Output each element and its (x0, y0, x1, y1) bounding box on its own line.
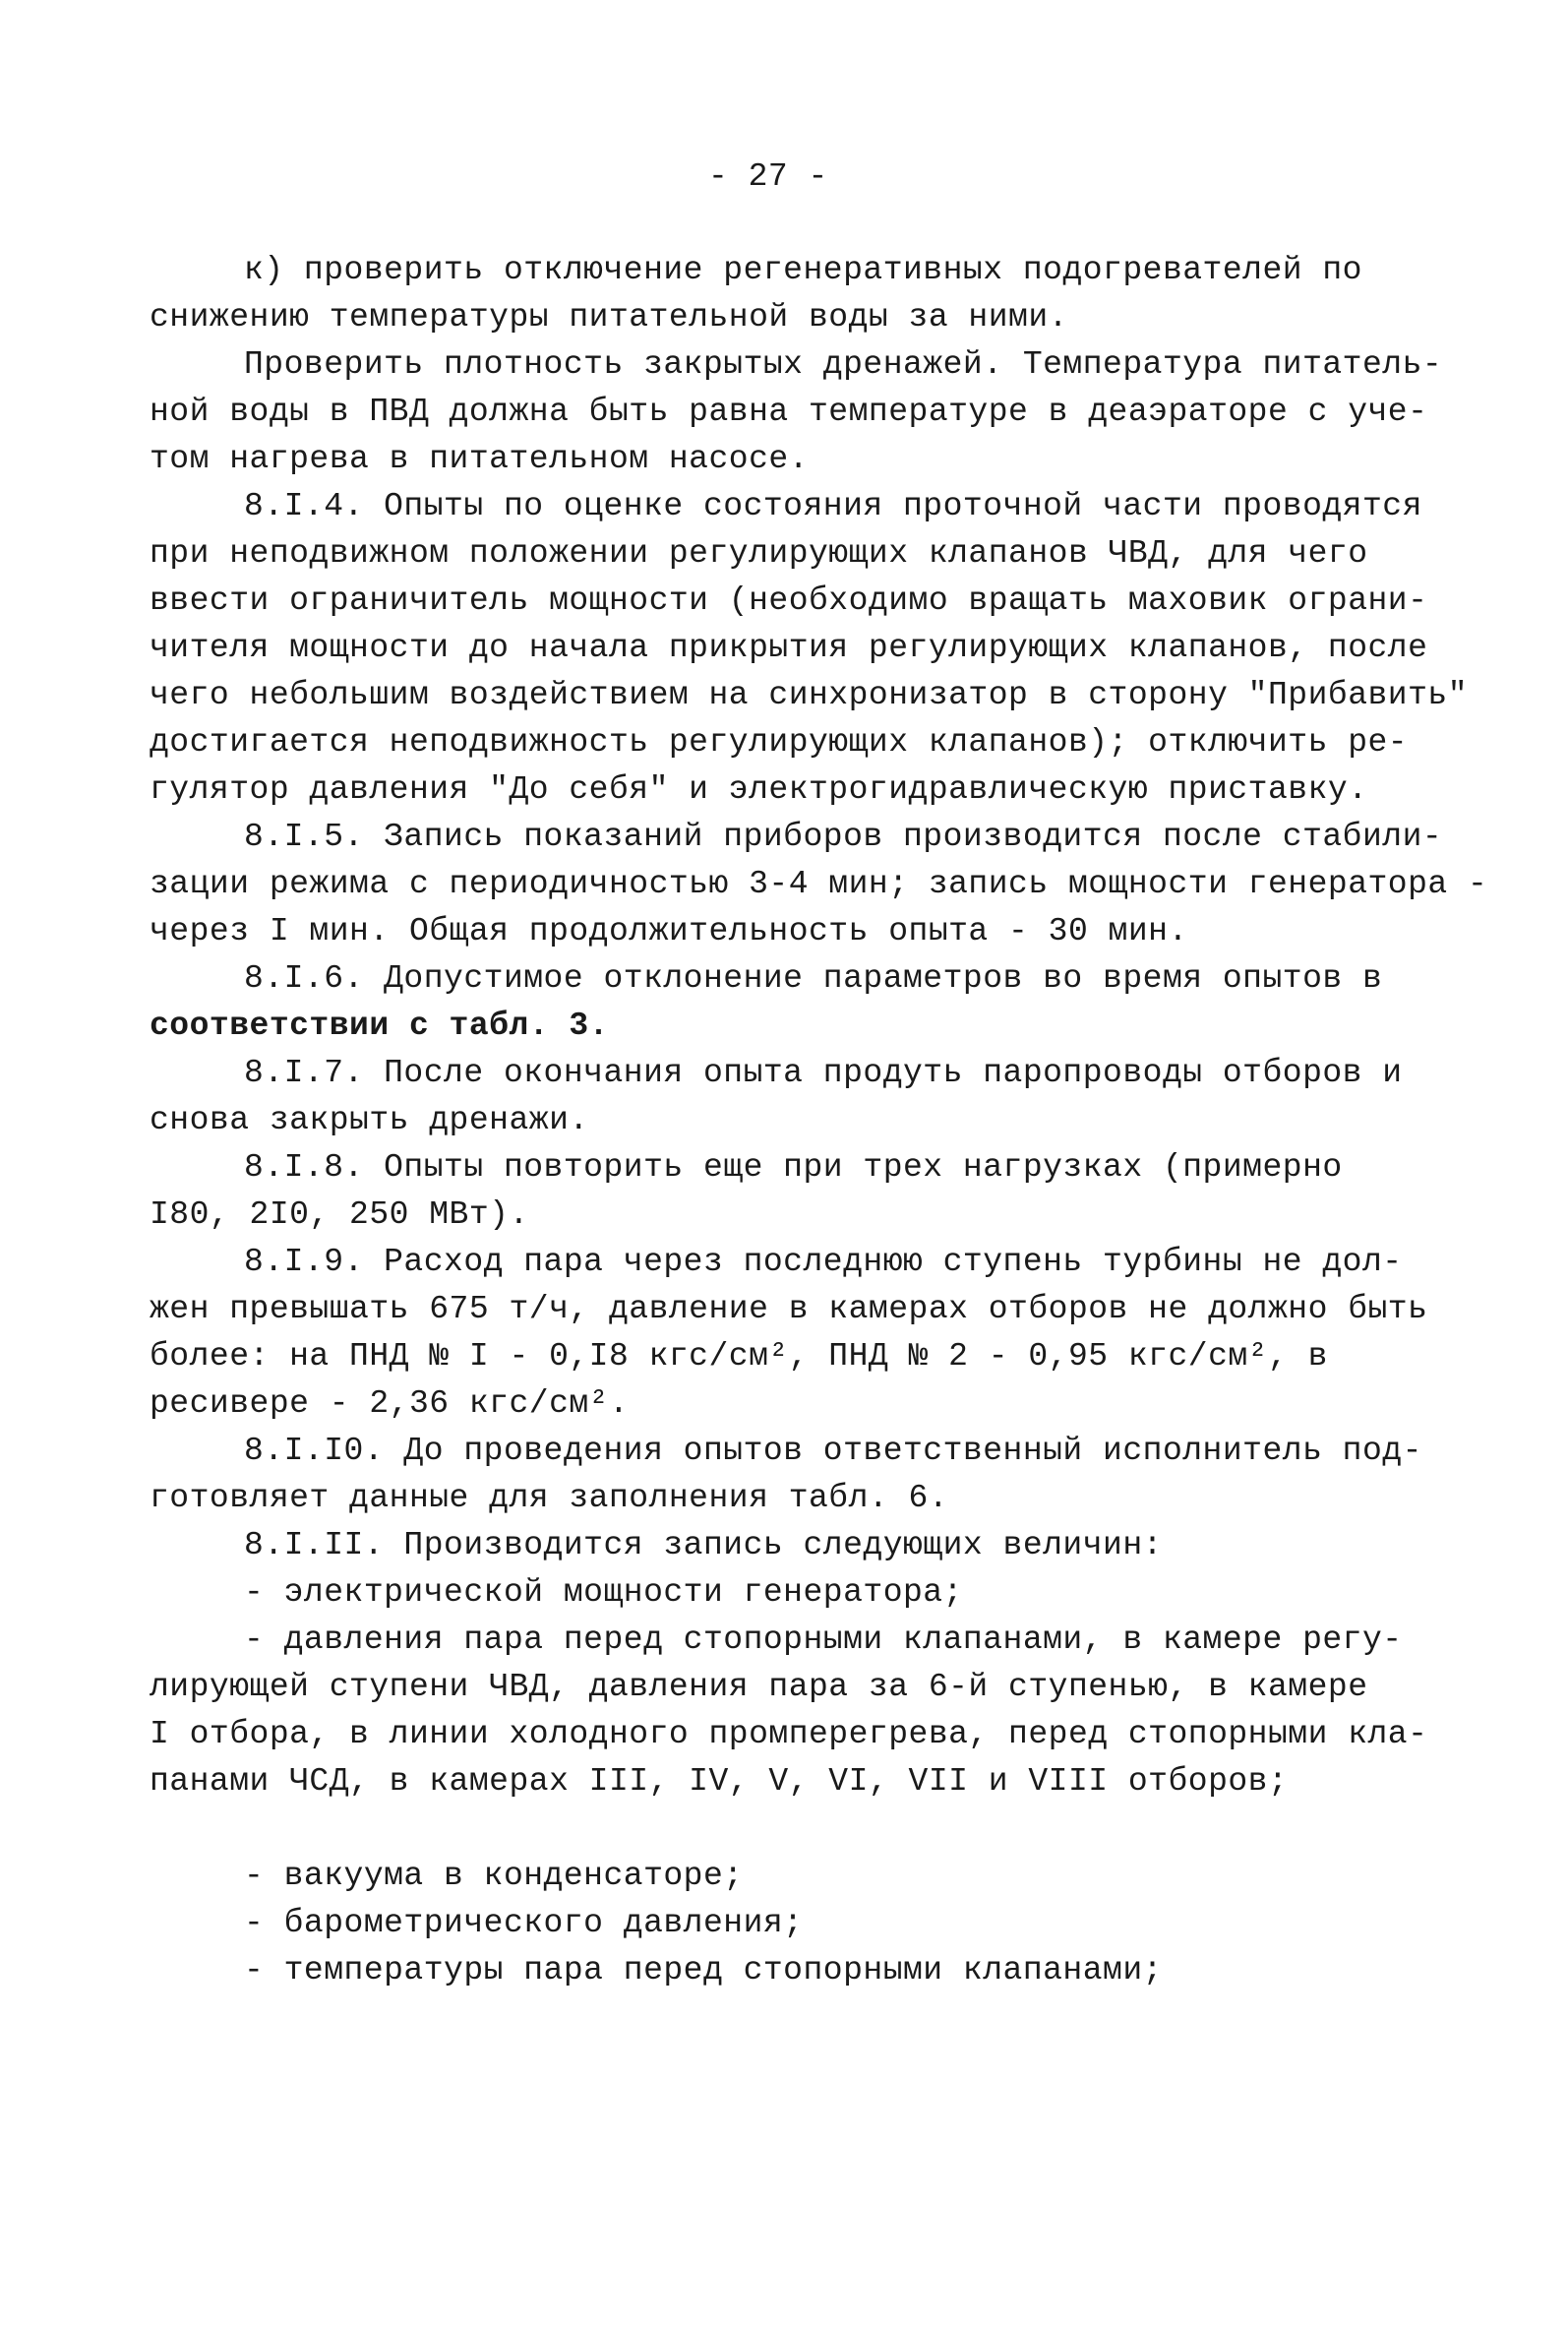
text-line: чителя мощности до начала прикрытия регулирующих клапанов, после (150, 630, 1428, 666)
text-line: 8.I.8. Опыты повторить еще при трех нагрузках (примерно (244, 1149, 1343, 1186)
text-line: ввести ограничитель мощности (необходимо вращать маховик ограни- (150, 582, 1428, 619)
text-line: ной воды в ПВД должна быть равна температуре в деаэраторе с уче- (150, 394, 1428, 430)
text-line: достигается неподвижность регулирующих клапанов); отключить ре- (150, 724, 1409, 761)
text-line: через I мин. Общая продолжительность опыта - 30 мин. (150, 913, 1188, 949)
text-line: 8.I.4. Опыты по оценке состояния проточной части проводятся (244, 488, 1422, 524)
text-line: - электрической мощности генератора; (244, 1574, 963, 1611)
text-line: лирующей ступени ЧВД, давления пара за 6-й ступенью, в камере (150, 1669, 1368, 1705)
text-line: - температуры пара перед стопорными клапанами; (244, 1952, 1163, 1988)
text-line: том нагрева в питательном насосе. (150, 441, 810, 477)
text-line: зации режима с периодичностью 3-4 мин; запись мощности генератора - (150, 866, 1488, 902)
text-line: - давления пара перед стопорными клапанами, в камере регу- (244, 1621, 1403, 1658)
text-line: соответствии с табл. 3. (150, 1008, 609, 1044)
text-line: 8.I.I0. До проведения опытов ответственный исполнитель под- (244, 1433, 1422, 1469)
text-line: при неподвижном положении регулирующих клапанов ЧВД, для чего (150, 535, 1368, 572)
text-line: 8.I.5. Запись показаний приборов производится после стабили- (244, 819, 1443, 855)
text-line: к) проверить отключение регенеративных подогревателей по (244, 252, 1362, 288)
text-line: снова закрыть дренажи. (150, 1102, 589, 1138)
text-line: I80, 2I0, 250 МВт). (150, 1196, 529, 1233)
text-line: - барометрического давления; (244, 1905, 804, 1941)
text-line: ресивере - 2,36 кгс/см². (150, 1385, 630, 1422)
text-line: готовляет данные для заполнения табл. 6. (150, 1480, 949, 1516)
text-line: 8.I.7. После окончания опыта продуть паропроводы отборов и (244, 1055, 1403, 1091)
text-line: - вакуума в конденсаторе; (244, 1858, 744, 1894)
text-line: I отбора, в линии холодного промперегрева, перед стопорными кла- (150, 1716, 1428, 1752)
text-line: чего небольшим воздействием на синхронизатор в сторону "Прибавить" (150, 677, 1469, 713)
text-line: жен превышать 675 т/ч, давление в камерах отборов не должно быть (150, 1291, 1428, 1327)
text-line: гулятор давления "До себя" и электрогидравлическую приставку. (150, 771, 1368, 808)
text-line: более: на ПНД № I - 0,I8 кгс/см², ПНД № 2 - 0,95 кгс/см², в (150, 1338, 1328, 1375)
text-line: панами ЧСД, в камерах III, IV, V, VI, VII и VIII отборов; (150, 1763, 1289, 1800)
text-line: снижению температуры питательной воды за ними. (150, 299, 1068, 336)
text-line: 8.I.6. Допустимое отклонение параметров во время опытов в (244, 960, 1383, 997)
text-line: 8.I.II. Производится запись следующих величин: (244, 1527, 1163, 1563)
text-line: 8.I.9. Расход пара через последнюю ступень турбины не дол- (244, 1244, 1403, 1280)
text-line: Проверить плотность закрытых дренажей. Температура питатель- (244, 346, 1443, 383)
page-number: - 27 - (708, 158, 828, 195)
